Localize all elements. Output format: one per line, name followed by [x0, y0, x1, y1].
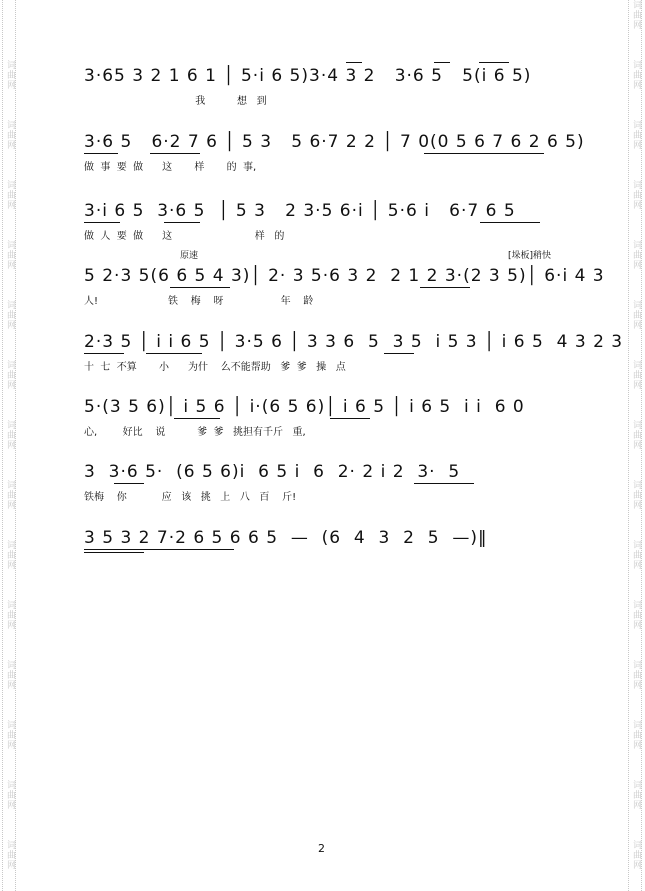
beam-underline: [84, 549, 234, 550]
note-row: 3·6 5 6·2 7 6 │ 5 3 5 6·7 2 2 │ 7 0(0 5 6 7 6 2 6 5): [84, 132, 585, 152]
beam-underline: [330, 418, 370, 419]
watermark-text: 词曲网: [631, 120, 641, 150]
watermark-text: 词曲网: [631, 660, 641, 690]
beam-underline: [84, 552, 144, 553]
lyric-row: 十 七 不算 小 为什 么不能帮助 爹 爹 操 点: [84, 362, 346, 373]
page-number: 2: [318, 842, 325, 855]
watermark-text: 词曲网: [5, 60, 15, 90]
score-line-6: [84, 397, 584, 447]
score-line-1: [84, 66, 584, 116]
watermark-text: 词曲网: [631, 540, 641, 570]
beam-underline: [174, 418, 220, 419]
watermark-text: 词曲网: [631, 420, 641, 450]
note-row: 3·65 3 2 1 6 1 │ 5·i 6 5)3·4 3 2 3·6 5 5(i 6 5): [84, 66, 532, 86]
beam-underline: [164, 222, 200, 223]
slur-mark: [346, 62, 362, 63]
score-line-4: [84, 251, 605, 316]
watermark-text: 词曲网: [631, 60, 641, 90]
beam-underline: [150, 153, 200, 154]
watermark-text: 词曲网: [5, 360, 15, 390]
note-row: 5 2·3 5(6 6 5 4 3)│ 2· 3 5·6 3 2 2 1 2 3·(2 3 5)│ 6·i 4 3: [84, 266, 605, 286]
beam-underline: [114, 483, 144, 484]
lyric-row: 铁梅 你 应 该 挑 上 八 百 斤!: [84, 492, 297, 503]
score-line-2: [84, 132, 584, 182]
watermark-text: 词曲网: [631, 300, 641, 330]
watermark-text: 词曲网: [5, 780, 15, 810]
score-line-7: [84, 462, 584, 512]
score-line-8: [84, 528, 584, 578]
watermark-text: 词曲网: [5, 600, 15, 630]
score-line-3: [84, 201, 584, 251]
watermark-text: 词曲网: [5, 300, 15, 330]
watermark-text: 词曲网: [631, 840, 641, 870]
watermark-text: 词曲网: [631, 240, 641, 270]
beam-underline: [480, 222, 540, 223]
lyric-row: 做 事 要 做 这 样 的 事,: [84, 162, 257, 173]
beam-underline: [414, 483, 474, 484]
beam-underline: [170, 287, 230, 288]
watermark-text: 词曲网: [631, 180, 641, 210]
note-row: 5·(3 5 6)│ i 5 6 │ i·(6 5 6)│ i 6 5 │ i 6 5 i i 6 0: [84, 397, 525, 417]
watermark-text: 词曲网: [631, 360, 641, 390]
watermark-text: 词曲网: [5, 120, 15, 150]
note-row: 2·3 5 │ i i 6 5 │ 3·5 6 │ 3 3 6 5 3 5 i 5 3 │ i 6 5 4 3 2 3: [84, 332, 624, 352]
tempo-marking: [垛板]稍快: [508, 251, 552, 261]
lyric-row: 我 想 到: [84, 96, 267, 107]
beam-underline: [84, 153, 118, 154]
watermark-text: 词曲网: [5, 420, 15, 450]
beam-underline: [84, 353, 124, 354]
lyric-row: 做 人 要 做 这 样 的: [84, 231, 285, 242]
watermark-text: 词曲网: [5, 540, 15, 570]
watermark-text: 词曲网: [631, 780, 641, 810]
watermark-text: 词曲网: [5, 660, 15, 690]
lyric-row: 心, 好比 说 爹 爹 挑担有千斤 重,: [84, 427, 306, 438]
slur-mark: [479, 62, 509, 63]
watermark-text: 词曲网: [631, 600, 641, 630]
watermark-text: 词曲网: [5, 840, 15, 870]
watermark-text: 词曲网: [5, 180, 15, 210]
watermark-text: 词曲网: [5, 240, 15, 270]
beam-underline: [424, 153, 544, 154]
beam-underline: [146, 353, 202, 354]
note-row: 3 5 3 2 7·2 6 5 6 6 5 — (6 4 3 2 5 —)‖: [84, 528, 488, 548]
watermark-text: 词曲网: [631, 480, 641, 510]
tempo-marking: 原速: [180, 251, 199, 261]
watermark-text: 词曲网: [5, 720, 15, 750]
beam-underline: [384, 353, 414, 354]
watermark-text: 词曲网: [631, 0, 641, 30]
note-row: 3 3·6 5· (6 5 6)i 6 5 i 6 2· 2 i 2 3· 5: [84, 462, 461, 482]
slur-mark: [434, 62, 450, 63]
beam-underline: [84, 222, 120, 223]
note-row: 3·i 6 5 3·6 5 │ 5 3 2 3·5 6·i │ 5·6 i 6·7 6 5: [84, 201, 516, 221]
watermark-text: 词曲网: [5, 480, 15, 510]
score-line-5: [84, 332, 624, 382]
beam-underline: [420, 287, 470, 288]
watermark-text: 词曲网: [631, 720, 641, 750]
lyric-row: 人! 铁 梅 呀 年 龄: [84, 296, 314, 307]
